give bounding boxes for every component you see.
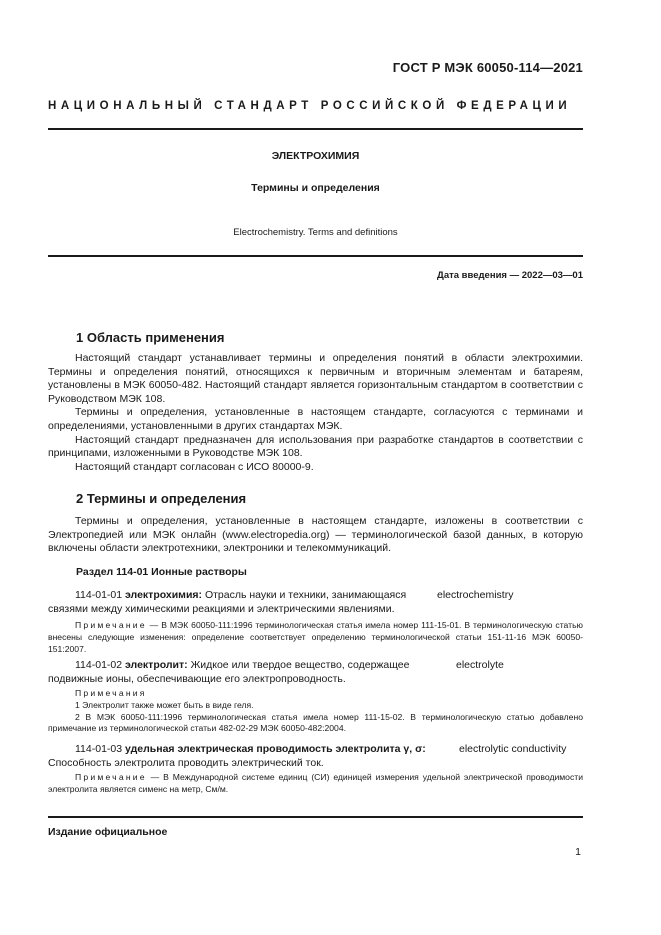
section-1-paragraph-4: Настоящий стандарт согласован с ИСО 80000-9. xyxy=(75,460,314,473)
term-definition-rest: Способность электролита проводить электрический ток. xyxy=(48,756,324,769)
term-entry-3 xyxy=(48,743,583,770)
term-definition-start: Отрасль науки и техники, занимающаяся xyxy=(202,589,407,601)
term-definition-rest: связями между химическими реакциями и электрическими явлениями. xyxy=(48,602,395,615)
note-label: Примечание xyxy=(75,772,147,782)
term-number: 114-01-01 xyxy=(75,589,123,601)
term-entry-1 xyxy=(48,589,583,616)
term-definition-rest: подвижные ионы, обеспечивающие его электропроводность. xyxy=(48,672,346,685)
note-text: — В Международной системе единиц (СИ) единицей измерения удельной электрической проводимости электролита является сименс на метр, См/м. xyxy=(48,772,583,794)
section-1-paragraph-3: Настоящий стандарт предназначен для использования при разработке стандартов в соответствии с принципами, изложенными в Руководстве МЭК 108. xyxy=(48,433,583,460)
section-1-paragraph-2: Термины и определения, установленные в настоящем стандарте, согласуются с терминами и определениями, установленными в других стандартах МЭК. xyxy=(48,406,583,432)
document-title: ЭЛЕКТРОХИМИЯ xyxy=(271,150,360,162)
section-2-paragraph: Термины и определения, установленные в настоящем стандарте, изложены в соответствии с Электропедией или МЭК онлайн (www.electropedia.org) — терминологической базой данных, в которую включены области электротехники, электроники и телекоммуникаций. xyxy=(48,515,583,555)
term-definition-start: Жидкое или твердое вещество, содержащее xyxy=(187,659,410,671)
subsection-heading: Раздел 114-01 Ионные растворы xyxy=(76,566,247,578)
term-english: electrochemistry xyxy=(437,589,514,601)
term-name: удельная электрическая проводимость электролита γ, σ: xyxy=(125,743,426,755)
gost-number: ГОСТ Р МЭК 60050-114—2021 xyxy=(392,60,583,75)
term-english: electrolyte xyxy=(456,659,504,671)
note-item-1: 1 Электролит также может быть в виде геля. xyxy=(75,699,254,710)
note-label: Примечание xyxy=(75,620,147,630)
term-number: 114-01-02 xyxy=(75,659,123,671)
document-subtitle: Термины и определения xyxy=(251,182,380,194)
section-2-body xyxy=(48,515,583,556)
footer-rule xyxy=(48,816,583,818)
official-edition-label: Издание официальное xyxy=(48,826,168,838)
introduction-date: Дата введения — 2022—03—01 xyxy=(437,270,583,281)
section-1-paragraph-1: Настоящий стандарт устанавливает термины и определения понятий в области электрохимии. Термины и определения понятий, относящихся к первичным и вторичным элементам и батареям, установлены в МЭК 60050-482. Настоящий стандарт является горизонтальным стандартом в соответствии с Руководством МЭК 108. xyxy=(48,352,583,405)
national-standard-banner: НАЦИОНАЛЬНЫЙ СТАНДАРТ РОССИЙСКОЙ ФЕДЕРАЦИИ xyxy=(48,100,572,112)
section-1-heading: 1 Область применения xyxy=(76,330,225,345)
note-text: — В МЭК 60050-111:1996 терминологическая статья имела номер 111-15-01. В терминологическую статью внесены следующие изменения: определение соответствует определению терминологической статьи 151-11-16 МЭК 60050-151:2007. xyxy=(48,620,583,654)
page-number: 1 xyxy=(575,846,581,858)
note-2 xyxy=(48,688,583,735)
title-bottom-rule xyxy=(48,255,583,257)
note-label: Примечания xyxy=(75,688,147,698)
note-3 xyxy=(48,772,583,796)
note-item-2: 2 В МЭК 60050-111:1996 терминологическая статья имела номер 111-15-02. В терминологическую статью добавлено примечание из терминологической статьи 482-02-29 МЭК 60050-482:2004. xyxy=(48,711,583,734)
term-english: electrolytic conductivity xyxy=(459,743,567,755)
section-2-heading: 2 Термины и определения xyxy=(76,491,247,506)
english-title: Electrochemistry. Terms and definitions xyxy=(233,227,398,238)
term-entry-2 xyxy=(48,659,583,686)
term-name: электрохимия: xyxy=(125,589,203,601)
term-name: электролит: xyxy=(125,659,188,671)
note-1 xyxy=(48,620,583,655)
top-rule xyxy=(48,128,583,130)
term-number: 114-01-03 xyxy=(75,743,123,755)
section-1-body xyxy=(48,352,583,474)
